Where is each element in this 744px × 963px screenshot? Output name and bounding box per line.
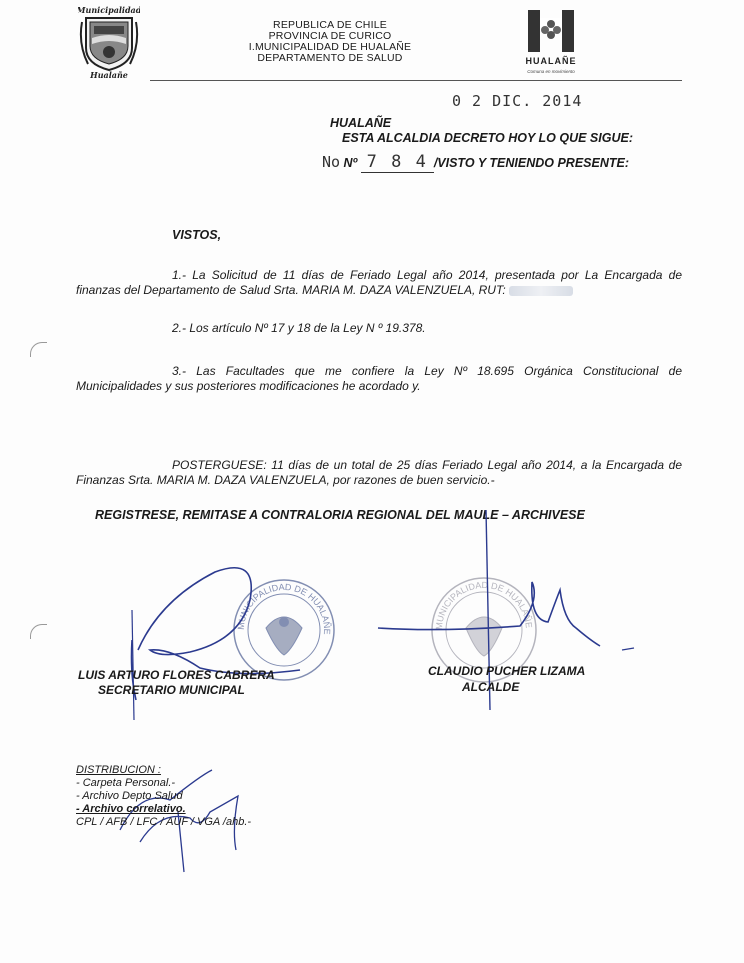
distribution-list	[76, 777, 316, 829]
seal-top-text: Municipalidad	[78, 5, 140, 15]
number-label: Nº	[343, 156, 358, 170]
logo-name: HUALAÑE	[525, 56, 577, 66]
right-seal-text: MUNICIPALIDAD DE HUALAÑE	[433, 579, 535, 631]
decree-number: 7 8 4	[361, 152, 434, 173]
right-signer-name: CLAUDIO PUCHER LIZAMA	[428, 664, 586, 678]
letterhead-line: PROVINCIA DE CURICO	[268, 30, 392, 42]
paragraph-3: 3.- Las Facultades que me confiere la Ley Nº 18.695 Orgánica Constitucional de Municipalidades y sus posteriores modificaciones he acordado y.	[76, 364, 682, 393]
left-signer-title: SECRETARIO MUNICIPAL	[98, 683, 245, 697]
paragraph-2: 2.- Los artículo Nº 17 y 18 de la Ley N º 19.378.	[172, 321, 426, 335]
vistos-heading: VISTOS,	[172, 228, 222, 242]
left-signer-name: LUIS ARTURO FLORES CABRERA	[78, 668, 275, 682]
left-seal-text: MUNICIPALIDAD DE HUALAÑE	[235, 581, 333, 635]
distribution-item: CPL / AFB / LFC / AUF / VGA /ahb.-	[76, 816, 252, 828]
number-stamp: No	[322, 153, 341, 171]
distribution-title: DISTRIBUCION :	[76, 764, 161, 776]
logo-tagline: Comuna en movimiento	[527, 69, 575, 74]
letterhead-line: I.MUNICIPALIDAD DE HUALAÑE	[248, 41, 412, 53]
date-stamp: 0 2 DIC. 2014	[452, 92, 583, 110]
distribution-item: - Carpeta Personal.-	[76, 777, 176, 789]
distribution-item: - Archivo correlativo.	[76, 803, 186, 815]
decree-intro: ESTA ALCALDIA DECRETO HOY LO QUE SIGUE:	[342, 131, 633, 145]
registrese-line: REGISTRESE, REMITASE A CONTRALORIA REGIONAL DEL MAULE – ARCHIVESE	[95, 508, 585, 522]
paragraph-1-text: 1.- La Solicitud de 11 días de Feriado Legal año 2014, presentada por La Encargada de finanzas del Departamento de Salud Srta. MARIA M. DAZA VALENZUELA, RUT:	[76, 268, 682, 297]
seal-bottom-text: Hualañe	[90, 70, 128, 80]
left-seal-stamp	[234, 580, 334, 680]
distribution-item: - Archivo Depto Salud	[76, 790, 183, 802]
paragraph-4: POSTERGUESE: 11 días de un total de 25 días Feriado Legal año 2014, a la Encargada de Finanzas Srta. MARIA M. DAZA VALENZUELA, por razones de buen servicio.-	[76, 458, 682, 487]
letterhead-line: REPUBLICA DE CHILE	[273, 19, 387, 31]
right-signer-title: ALCALDE	[462, 680, 520, 694]
decree-place: HUALAÑE	[330, 116, 392, 130]
visto-heading: /VISTO Y TENIENDO PRESENTE:	[433, 156, 629, 170]
letterhead-line: DEPARTAMENTO DE SALUD	[257, 52, 403, 64]
